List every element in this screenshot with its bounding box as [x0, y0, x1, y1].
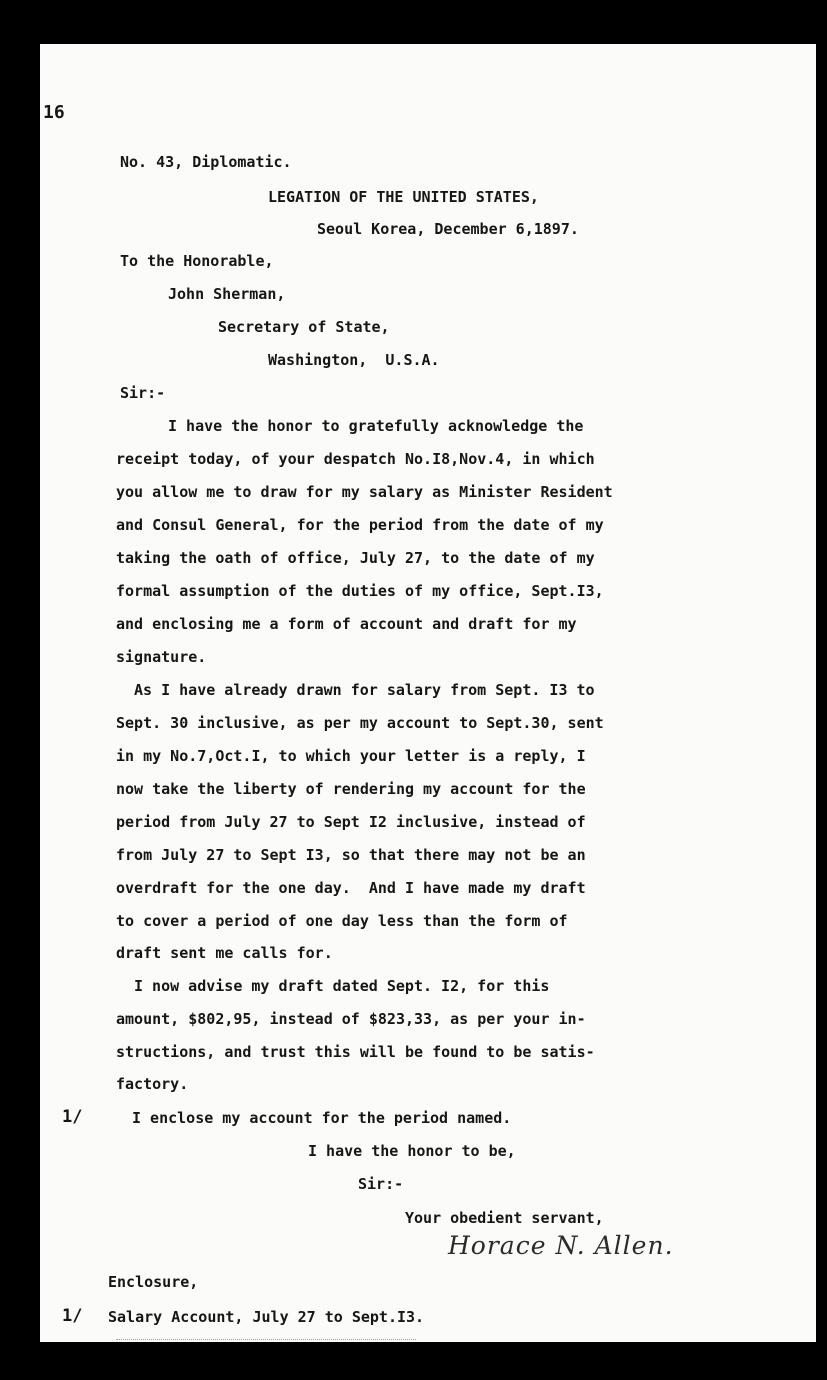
- despatch-number: No. 43, Diplomatic.: [120, 153, 292, 171]
- enclosure-item: Salary Account, July 27 to Sept.I3.: [108, 1308, 425, 1326]
- body-line: to cover a period of one day less than the form of: [116, 912, 568, 930]
- corner-page-mark: 16: [43, 102, 65, 123]
- handwritten-signature: Horace N. Allen.: [448, 1231, 674, 1260]
- body-line: in my No.7,Oct.I, to which your letter is a reply, I: [116, 747, 586, 765]
- body-line: signature.: [116, 648, 207, 666]
- body-line: Sept. 30 inclusive, as per my account to Sept.30, sent: [116, 714, 604, 732]
- salutation: Sir:-: [120, 384, 166, 402]
- closing-line-1: I have the honor to be,: [308, 1142, 516, 1160]
- enclosure-heading: Enclosure,: [108, 1273, 199, 1291]
- body-line: overdraft for the one day. And I have made my draft: [116, 879, 586, 897]
- body-line: I now advise my draft dated Sept. I2, for this: [134, 977, 550, 995]
- closing-line-2: Sir:-: [358, 1175, 404, 1193]
- legation-heading: LEGATION OF THE UNITED STATES,: [268, 188, 539, 206]
- body-line: As I have already drawn for salary from Sept. I3 to: [134, 681, 595, 699]
- address-line-2: John Sherman,: [168, 285, 286, 303]
- body-line: and enclosing me a form of account and draft for my: [116, 615, 577, 633]
- place-date: Seoul Korea, December 6,1897.: [317, 220, 579, 238]
- closing-line-3: Your obedient servant,: [405, 1209, 604, 1227]
- body-line: draft sent me calls for.: [116, 944, 333, 962]
- faint-bleed-through-line: [116, 1339, 416, 1343]
- body-line: you allow me to draw for my salary as Minister Resident: [116, 483, 613, 501]
- body-line: period from July 27 to Sept I2 inclusive, instead of: [116, 813, 586, 831]
- address-line-3: Secretary of State,: [218, 318, 390, 336]
- body-line: receipt today, of your despatch No.I8,Nov.4, in which: [116, 450, 595, 468]
- body-line: I have the honor to gratefully acknowledge the: [168, 417, 584, 435]
- body-line: factory.: [116, 1075, 189, 1093]
- enclosure-margin-mark: 1/: [62, 1107, 83, 1127]
- document-page: [40, 44, 816, 1342]
- body-line: formal assumption of the duties of my office, Sept.I3,: [116, 582, 604, 600]
- body-line: and Consul General, for the period from the date of my: [116, 516, 604, 534]
- address-line-1: To the Honorable,: [120, 252, 274, 270]
- body-line: amount, $802,95, instead of $823,33, as per your in-: [116, 1010, 586, 1028]
- body-line: from July 27 to Sept I3, so that there may not be an: [116, 846, 586, 864]
- body-line: now take the liberty of rendering my account for the: [116, 780, 586, 798]
- body-line: structions, and trust this will be found to be satis-: [116, 1043, 595, 1061]
- body-line: taking the oath of office, July 27, to the date of my: [116, 549, 595, 567]
- body-line: I enclose my account for the period named.: [132, 1109, 512, 1127]
- address-line-4: Washington, U.S.A.: [268, 351, 440, 369]
- enclosure-item-margin-mark: 1/: [62, 1306, 83, 1326]
